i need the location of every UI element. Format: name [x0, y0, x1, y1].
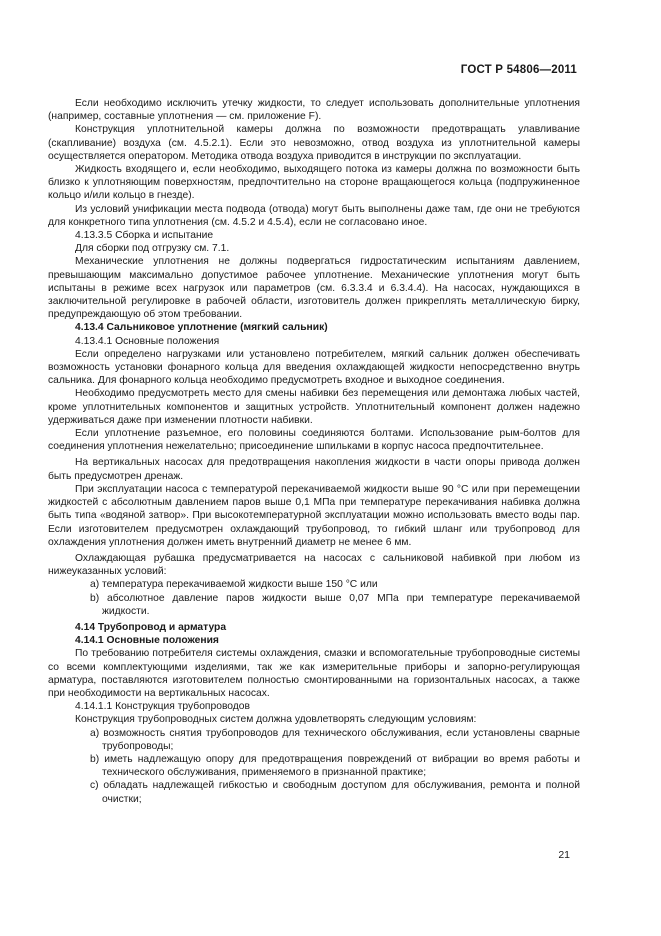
document-body: [48, 97, 580, 806]
list-item: a) температура перекачиваемой жидкости выше 150 °С или: [90, 579, 378, 591]
paragraph: Конструкция уплотнительной камеры должна по возможности предотвращать улавливание (скапливание) воздуха (см. 4.5.2.1). Если это невозможно, отвод воздуха из уплотнительной камеры осуществляется оператором. Методика отвода воздуха приводится в инструкции по эксплуатации.: [48, 124, 580, 162]
list-item: b) иметь надлежащую опору для предотвращения повреждений от вибрации во время работы и технического обслуживания, применяемого в признанной практике;: [90, 753, 580, 779]
subsection-heading: 4.13.3.5 Сборка и испытание: [75, 230, 214, 242]
paragraph: Охлаждающая рубашка предусматривается на насосах с сальниковой набивкой при любом из нижеуказанных условий:: [48, 552, 580, 578]
document-header: ГОСТ Р 54806—2011: [460, 64, 577, 76]
paragraph: По требованию потребителя системы охлаждения, смазки и вспомогательные трубопроводные системы со всеми комплектующими изделиями, так же как измерительные приборы и запорно-регулирующая арматура, поставляются изготовителем полностью смонтированными на горизонтальных насосах, а также при необходимости на вертикальных насосах.: [48, 648, 580, 699]
list-item: b) абсолютное давление паров жидкости выше 0,07 МПа при температуре перекачиваемой жидкости.: [90, 592, 580, 617]
section-heading: 4.13.4 Сальниковое уплотнение (мягкий сальник): [75, 322, 328, 334]
section-heading: 4.14 Трубопровод и арматура: [75, 621, 227, 633]
paragraph: Если необходимо исключить утечку жидкости, то следует использовать дополнительные уплотнения (например, составные уплотнения — см. приложение F).: [48, 98, 580, 123]
paragraph: На вертикальных насосах для предотвращения накопления жидкости в части опоры привода должен быть предусмотрен дренаж.: [48, 457, 580, 482]
paragraph: Необходимо предусмотреть место для смены набивки без перемещения или демонтажа любых частей, кроме уплотнительных компонентов и защитных устройств. Уплотнительный компонент должен надежно удерживаться даже при изменении плотности набивки.: [48, 388, 580, 426]
paragraph: При эксплуатации насоса с температурой перекачиваемой жидкости выше 90 °С или при перемещении жидкостей с абсолютным давлением паров выше 0,1 МПа при температуре перекачивания набивка должна быть типа «водяной затвор». При высокотемпературной эксплуатации можно использовать вместо воды пар. Если изготовителем предусмотрен охлаждающий трубопровод, то гибкий шланг или трубопровод для охлаждения уплотнения должен иметь внутренний диаметр не менее 6 мм.: [48, 483, 580, 548]
paragraph: Из условий унификации места подвода (отвода) могут быть выполнены даже там, где они не требуются для конкретного типа уплотнения (см. 4.5.2 и 4.5.4), если не согласовано иное.: [48, 203, 580, 228]
list-item: a) возможность снятия трубопроводов для технического обслуживания, если установлены сварные трубопроводы;: [90, 727, 580, 752]
paragraph: Если уплотнение разъемное, его половины соединяются болтами. Использование рым-болтов для соединения уплотнения нежелательно; присоединение шпильками в корпус насоса предпочтительнее.: [48, 428, 580, 453]
subsection-heading: 4.13.4.1 Основные положения: [75, 335, 220, 347]
page-number: 21: [558, 849, 570, 861]
paragraph: Механические уплотнения не должны подвергаться гидростатическим испытаниям давлением, превышающим максимально допустимое рабочее уплотнение. Механические уплотнения могут быть испытаны в режиме всех нагрузок или параметров (см. 6.3.3.4 и 6.3.4.4). На насосах, нуждающихся в заключительной регулировке в рабочей области, изготовитель должен прикреплять металлическую бирку, предупреждающую об этом требовании.: [48, 256, 580, 321]
paragraph: Если определено нагрузками или установлено потребителем, мягкий сальник должен обеспечивать возможность установки фонарного кольца для введения охлаждающей жидкости непосредственно внутрь сальника. Для фонарного кольца необходимо предусмотреть входное и выходное соединения.: [48, 348, 580, 387]
subsection-heading: 4.14.1.1 Конструкция трубопроводов: [75, 701, 251, 713]
paragraph: Жидкость входящего и, если необходимо, выходящего потока из камеры должна по возможности быть близко к уплотняющим поверхностям, предпочтительно на стороне вращающегося кольца (подпружиненное кольцо и/или кольцо в гнезде).: [48, 164, 580, 202]
paragraph: Конструкция трубопроводных систем должна удовлетворять следующим условиям:: [75, 714, 477, 726]
section-heading: 4.14.1 Основные положения: [75, 635, 219, 647]
paragraph: Для сборки под отгрузку см. 7.1.: [75, 243, 230, 255]
list-item: c) обладать надлежащей гибкостью и свободным доступом для обслуживания, ремонта и полной очистки;: [90, 780, 580, 805]
